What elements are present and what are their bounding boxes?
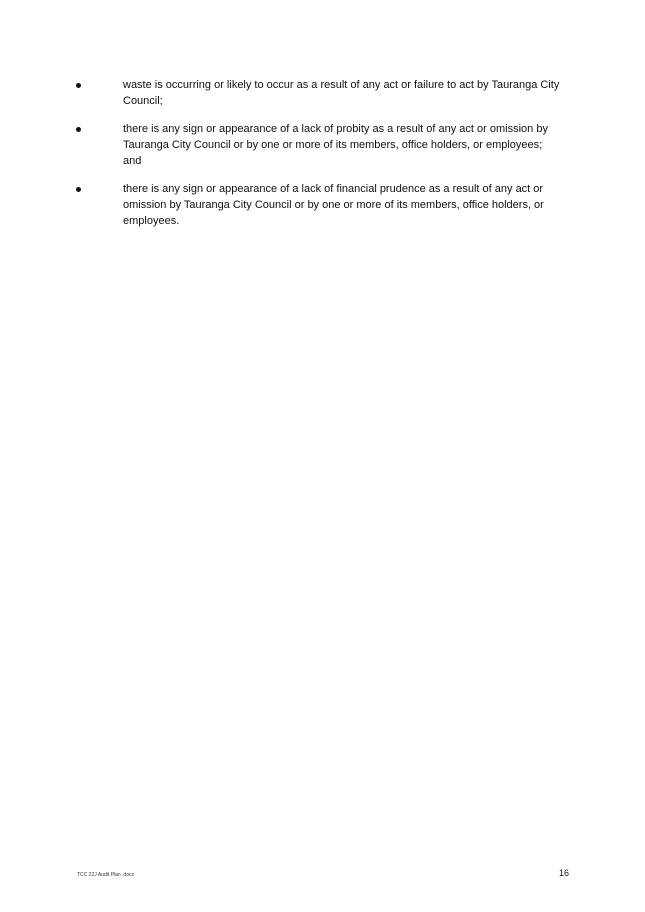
- bullet-text: waste is occurring or likely to occur as a result of any act or failure to act by Tauranga City Council;: [123, 79, 560, 107]
- bullet-text: there is any sign or appearance of a lack of financial prudence as a result of any act or omission by Tauranga City Council or by one or more of its members, office holders, or employees.: [123, 183, 544, 227]
- footer-document-name: TCC 22J Audit Plan .docx: [77, 872, 134, 878]
- bullet-list: [0, 77, 645, 241]
- list-item: [0, 121, 645, 169]
- list-item: [0, 181, 645, 229]
- bullet-text: there is any sign or appearance of a lack of probity as a result of any act or omission by Tauranga City Council or by one or more of its members, office holders, or employees; and: [123, 123, 548, 167]
- page-number: 16: [558, 868, 569, 878]
- bullet-icon: [76, 127, 81, 132]
- bullet-icon: [76, 83, 81, 88]
- list-item: [0, 77, 645, 109]
- bullet-icon: [76, 187, 81, 192]
